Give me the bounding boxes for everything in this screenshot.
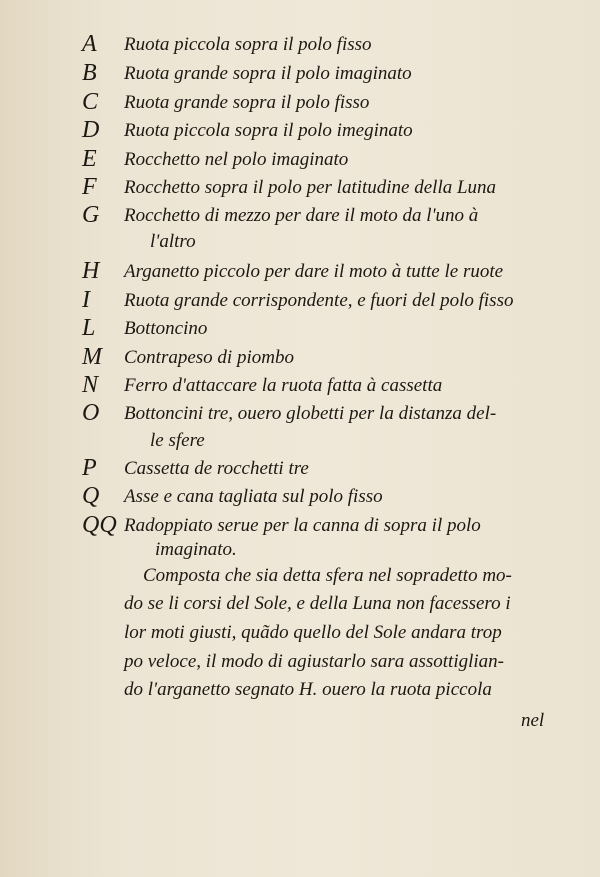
legend-letter: G [82,202,100,228]
legend-letter: P [82,455,97,481]
legend-text: Bottoncino [124,318,208,339]
legend-row-g [0,201,600,229]
legend-text: Ruota grande corrispondente, e fuori del polo fisso [124,290,514,311]
legend-text: Cassetta de rocchetti tre [124,458,309,479]
paragraph-line: do l'arganetto segnato H. ouero la ruota piccola [124,679,492,700]
legend-row-e [0,145,600,173]
legend-letter: N [82,372,99,398]
legend-row-i [0,286,600,314]
legend-letter: B [82,60,97,86]
legend-continuation: l'altro [150,231,196,252]
legend-text: Radoppiato serue per la canna di sopra il polo [124,515,481,536]
legend-row-b [0,59,600,87]
legend-row-q [0,482,600,510]
legend-text: Rocchetto sopra il polo per latitudine della Luna [124,177,497,198]
legend-letter: D [82,117,100,143]
legend-row-f [0,173,600,201]
legend-text: Ferro d'attaccare la ruota fatta à cassetta [124,375,443,396]
legend-text: Contrapeso di piombo [124,347,294,368]
legend-row-o [0,399,600,427]
legend-letter: A [82,31,97,57]
legend-row-h [0,257,600,285]
legend-letter: C [82,89,99,115]
legend-letter: E [82,146,97,172]
legend-row-qq [0,511,600,539]
legend-text: Rocchetto di mezzo per dare il moto da l'uno à [124,205,479,226]
legend-text: Ruota piccola sopra il polo imeginato [124,120,413,141]
legend-row-m [0,343,600,371]
legend-text: Arganetto piccolo per dare il moto à tutte le ruote [124,261,504,282]
legend-text: Rocchetto nel polo imaginato [124,149,349,170]
paragraph-line: po veloce, il modo di agiustarlo sara assottiglian- [124,651,504,672]
legend-letter: Q [82,483,100,509]
legend-continuation: le sfere [150,430,205,451]
catchword: nel [521,710,545,731]
legend-text: Ruota grande sopra il polo fisso [124,92,370,113]
legend-letter: L [82,315,96,341]
legend-continuation: imaginato. [155,539,237,560]
paragraph-line: do se li corsi del Sole, e della Luna non facessero i [124,593,511,614]
legend-text: Ruota grande sopra il polo imaginato [124,63,412,84]
legend-letter: H [82,258,100,284]
legend-text: Bottoncini tre, ouero globetti per la distanza del- [124,403,497,424]
legend-text: Ruota piccola sopra il polo fisso [124,34,372,55]
legend-letter: QQ [82,512,117,538]
legend-letter: F [82,174,97,200]
legend-row-d [0,116,600,144]
legend-row-p [0,454,600,482]
legend-letter: O [82,400,100,426]
legend-row-a [0,30,600,58]
paragraph-line: lor moti giusti, quãdo quello del Sole andara trop [124,622,502,643]
legend-row-n [0,371,600,399]
legend-row-l [0,314,600,342]
legend-row-c [0,88,600,116]
legend-text: Asse e cana tagliata sul polo fisso [124,486,383,507]
legend-letter: I [82,287,90,313]
paragraph-line: Composta che sia detta sfera nel sopradetto mo- [143,565,512,586]
legend-letter: M [82,344,102,370]
